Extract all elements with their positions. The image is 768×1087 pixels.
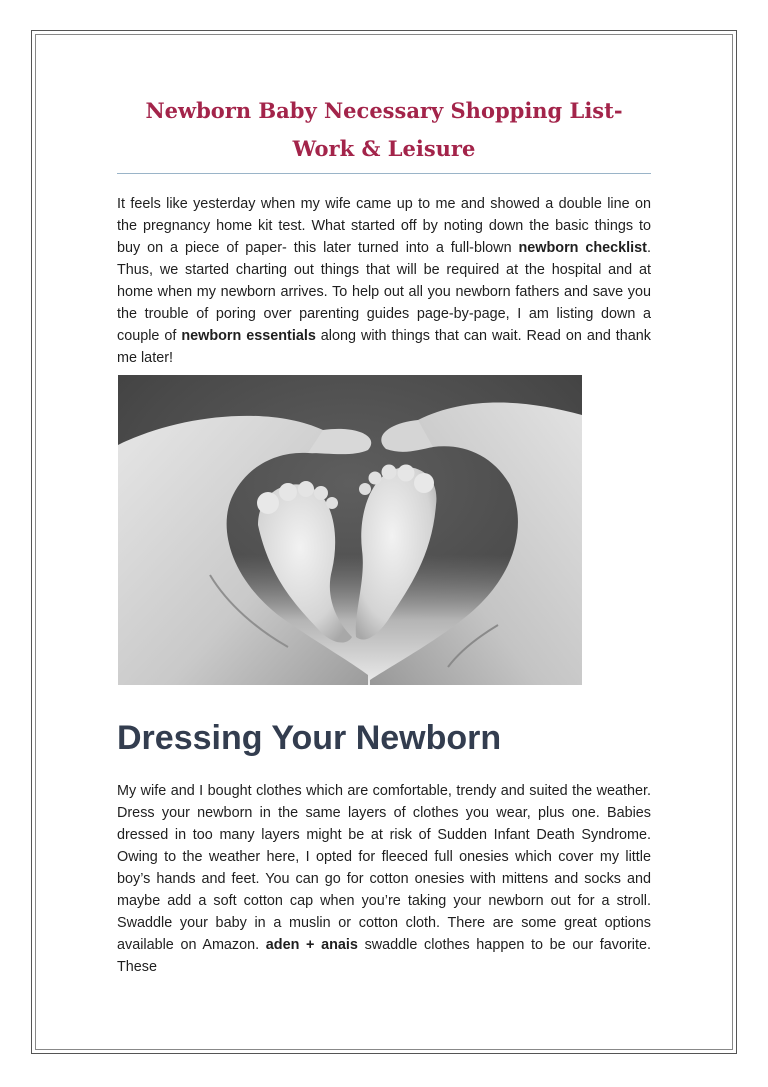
intro-bold-newborn-essentials: newborn essentials [181,328,316,344]
title-line-2: Work & Leisure [292,136,476,161]
title-divider [117,173,651,174]
dressing-text-1: My wife and I bought clothes which are comfortable, trendy and suited the weather. Dress your newborn in the same layers of clothes you wear, plus one. Babies dressed in too many layers might be at risk of Sudden Infant Death Syndrome. Owing to the weather here, I opted for fleeced full onesies which cover my little boy’s hands and feet. You can go for cotton onesies with mittens and socks and maybe add a soft cotton cap when you’re taking your newborn out for a stroll. Swaddle your baby in a muslin or cotton cloth. There are some great options available on Amazon. [117,783,651,953]
title-line-1: Newborn Baby Necessary Shopping List- [145,98,623,123]
intro-text-1: It feels like yesterday when my wife came up to me and showed a double line on the pregnancy home kit test. What started off by noting down the basic things to buy on a piece of paper- this later turned into a full-blown [117,196,651,256]
dressing-text-2: swaddle clothes happen to be our favorite. These [117,937,651,975]
intro-bold-newborn-checklist: newborn checklist [518,240,647,256]
dressing-bold-aden-anais: aden + anais [265,937,358,953]
intro-text-2: . Thus, we started charting out things that will be required at the hospital and at home when my newborn arrives. To help out all you newborn fathers and save you the trouble of poring over parenting guides page-by-page, I am listing down a couple of [117,240,651,344]
page-title [117,92,651,168]
dressing-paragraph [117,780,651,978]
intro-text-3: along with things that can wait. Read on and thank me later! [117,328,652,366]
intro-paragraph [117,193,651,369]
baby-feet-photo [118,375,582,685]
section-heading-dressing: Dressing Your Newborn [117,719,502,757]
